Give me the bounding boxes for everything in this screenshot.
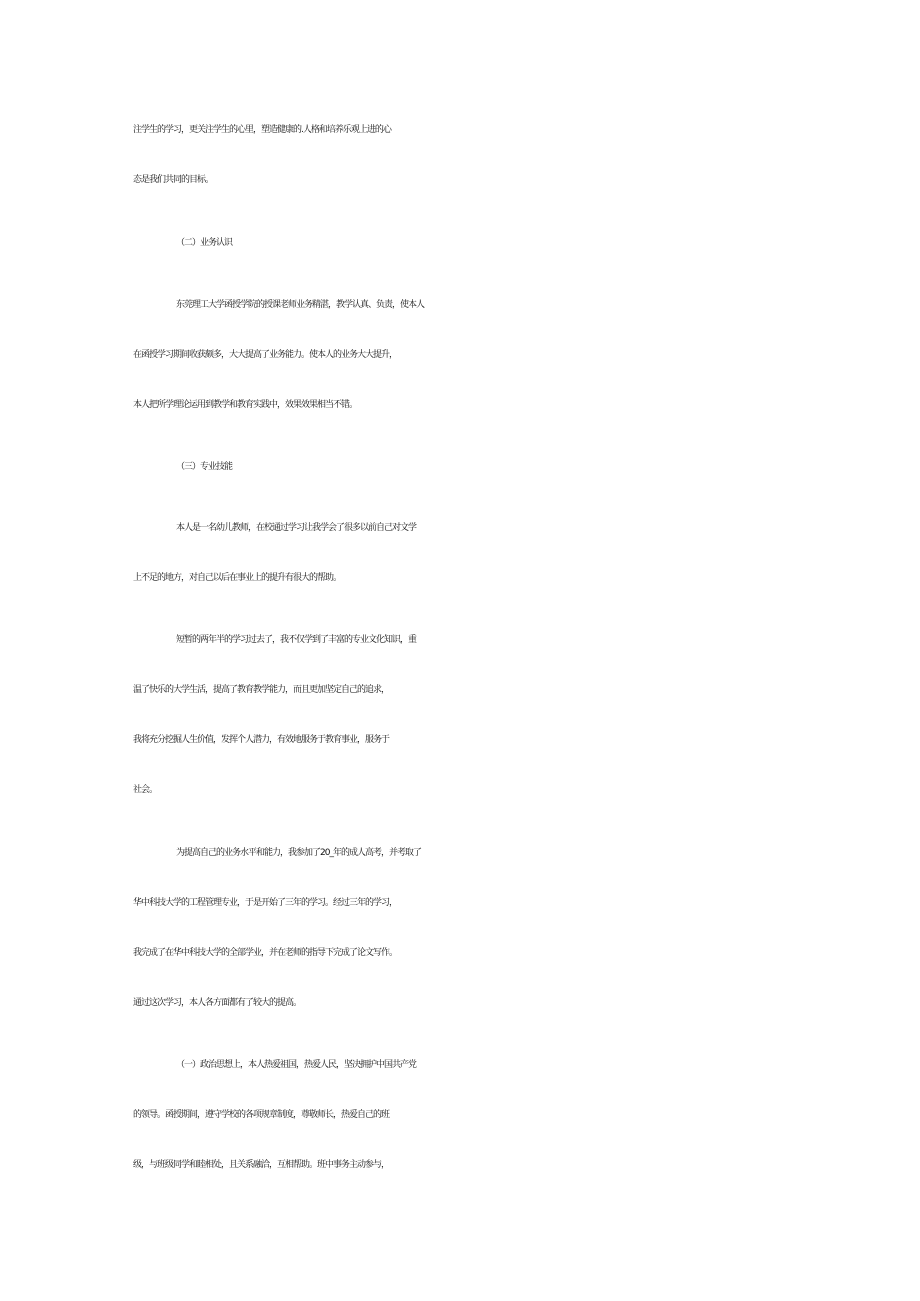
paragraph-line: （一）政治思想上，本人热爱祖国，热爱人民，坚决拥护中国共产党 [176,1060,417,1070]
paragraph-line: 上不足的地方，对自己以后在事业上的提升有很大的帮助。 [133,573,342,583]
paragraph-line: 的领导。函授期间，遵守学校的各项规章制度，尊敬师长，热爱自己的班 [133,1110,390,1120]
paragraph-line: 态是我们共同的目标。 [133,175,214,185]
paragraph-line: 短暂的两年半的学习过去了，我不仅学到了丰富的专业文化知识，重 [176,635,417,645]
paragraph-line: 华中科技大学的工程管理专业，于是开始了三年的学习。经过三年的学习， [133,898,398,908]
paragraph-line: 本人是一名幼儿教师，在校通过学习让我学会了很多以前自己对文学 [176,523,417,533]
paragraph-line: 社会。 [133,785,158,795]
paragraph-line: 我完成了在华中科技大学的全部学业，并在老师的指导下完成了论文写作。 [133,948,398,958]
paragraph-line: 温了快乐的大学生活，提高了教育教学能力，而且更加坚定自己的追求， [133,685,390,695]
paragraph-line: 注学生的学习，更关注学生的心里，塑造健康的.人格和培养乐观上进的心 [133,125,391,135]
section-heading: （三）专业技能 [176,462,233,472]
paragraph-line: 我将充分挖掘人生价值，发挥个人潜力，有效地服务于教育事业，服务于 [133,735,390,745]
paragraph-line: 为提高自己的业务水平和能力，我参加了20_年的成人高考，并考取了 [176,848,421,858]
section-heading: （二）业务认识 [176,238,233,248]
paragraph-line: 通过这次学习，本人各方面都有了较大的提高。 [133,998,302,1008]
paragraph-line: 在函授学习期间收获颇多，大大提高了业务能力。使本人的业务大大提升， [133,350,398,360]
paragraph-line: 东莞理工大学函授学院的授课老师业务精湛，教学认真、负责，使本人 [176,300,425,310]
paragraph-line: 级，与班级同学和睦相处，且关系融洽，互相帮助。班中事务主动参与， [133,1160,390,1170]
paragraph-line: 本人把所学理论运用到教学和教育实践中，效果效果相当不错。 [133,400,358,410]
